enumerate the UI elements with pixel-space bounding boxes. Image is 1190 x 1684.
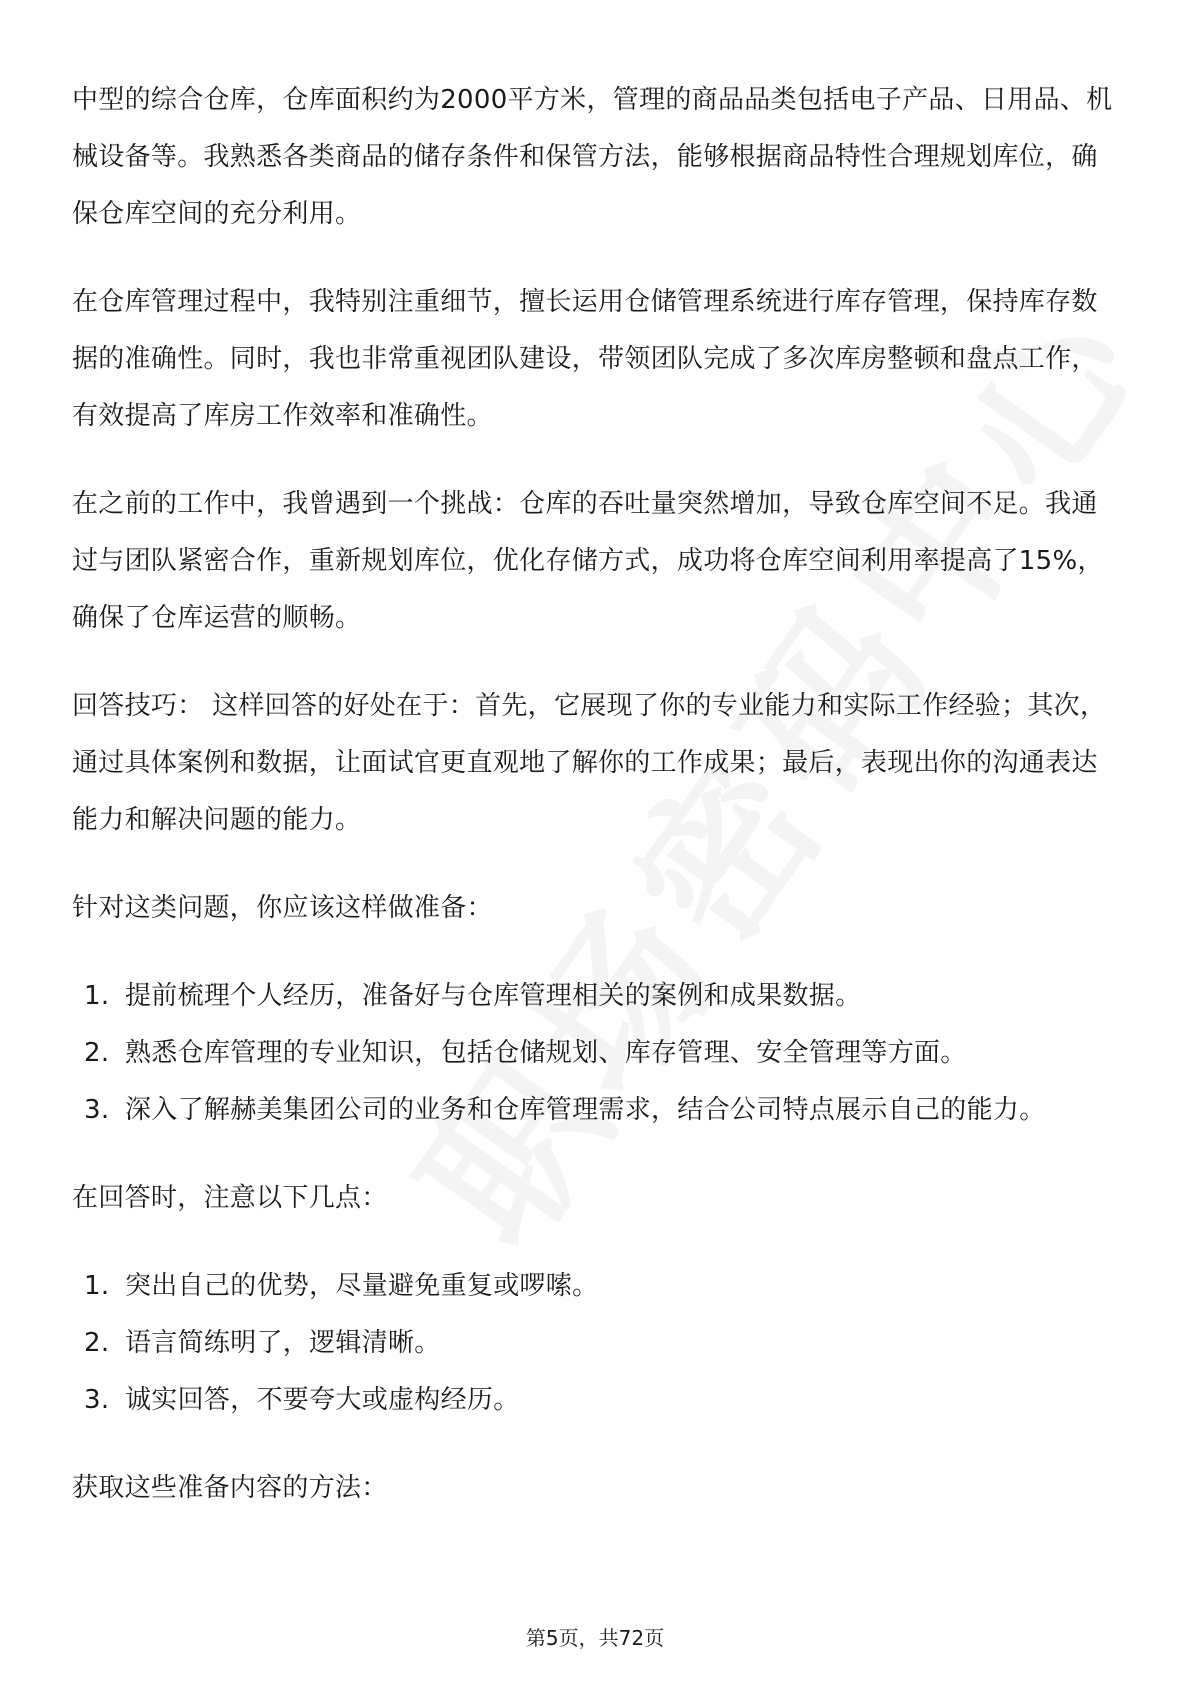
paragraph-challenge-example: 在之前的工作中，我曾遇到一个挑战：仓库的吞吐量突然增加，导致仓库空间不足。我通过与团队紧密合作，重新规划库位，优化存储方式，成功将仓库空间利用率提高了15%，确保了仓库运营的顺畅。: [72, 489, 1104, 633]
notes-heading: 在回答时，注意以下几点：: [72, 1183, 388, 1213]
prep-heading: 针对这类问题，你应该这样做准备：: [72, 893, 493, 923]
paragraph-answer-tips: 回答技巧： 这样回答的好处在于：首先，它展现了你的专业能力和实际工作经验；其次，通过具体案例和数据，让面试官更直观地了解你的工作成果；最后，表现出你的沟通表达能力和解决问题的能力。: [72, 691, 1107, 835]
list-item-text: 诚实回答，不要夸大或虚构经历。: [125, 1385, 520, 1415]
list-item: [72, 1082, 1122, 1139]
list-item-number: 3.: [84, 1385, 110, 1415]
method-heading: 获取这些准备内容的方法：: [72, 1473, 388, 1503]
list-item-text: 深入了解赫美集团公司的业务和仓库管理需求，结合公司特点展示自己的能力。: [125, 1095, 1046, 1125]
list-item: [72, 968, 1122, 1025]
list-item-number: 1.: [84, 1271, 110, 1301]
list-item-text: 突出自己的优势，尽量避免重复或啰嗦。: [125, 1271, 599, 1301]
list-item-number: 1.: [84, 981, 110, 1011]
page-content: [72, 72, 1122, 1548]
list-item-text: 熟悉仓库管理的专业知识，包括仓储规划、库存管理、安全管理等方面。: [125, 1038, 967, 1068]
list-item-number: 2.: [84, 1328, 110, 1358]
list-item: [72, 1372, 1122, 1429]
list-item-number: 2.: [84, 1038, 110, 1068]
list-item-text: 语言简练明了，逻辑清晰。: [125, 1328, 441, 1358]
prep-list: [72, 968, 1122, 1139]
paragraph-management-style: 在仓库管理过程中，我特别注重细节，擅长运用仓储管理系统进行库存管理，保持库存数据的准确性。同时，我也非常重视团队建设，带领团队完成了多次库房整顿和盘点工作，有效提高了库房工作效率和准确性。: [72, 287, 1098, 431]
paragraph-warehouse-overview: 中型的综合仓库，仓库面积约为2000平方米，管理的商品品类包括电子产品、日用品、机械设备等。我熟悉各类商品的储存条件和保管方法，能够根据商品特性合理规划库位，确保仓库空间的充分利用。: [72, 85, 1113, 229]
list-item-text: 提前梳理个人经历，准备好与仓库管理相关的案例和成果数据。: [125, 981, 862, 1011]
page-number-footer: 第5页，共72页: [525, 1626, 665, 1650]
list-item: [72, 1025, 1122, 1082]
list-item: [72, 1258, 1122, 1315]
list-item: [72, 1315, 1122, 1372]
list-item-number: 3.: [84, 1095, 110, 1125]
notes-list: [72, 1258, 1122, 1429]
